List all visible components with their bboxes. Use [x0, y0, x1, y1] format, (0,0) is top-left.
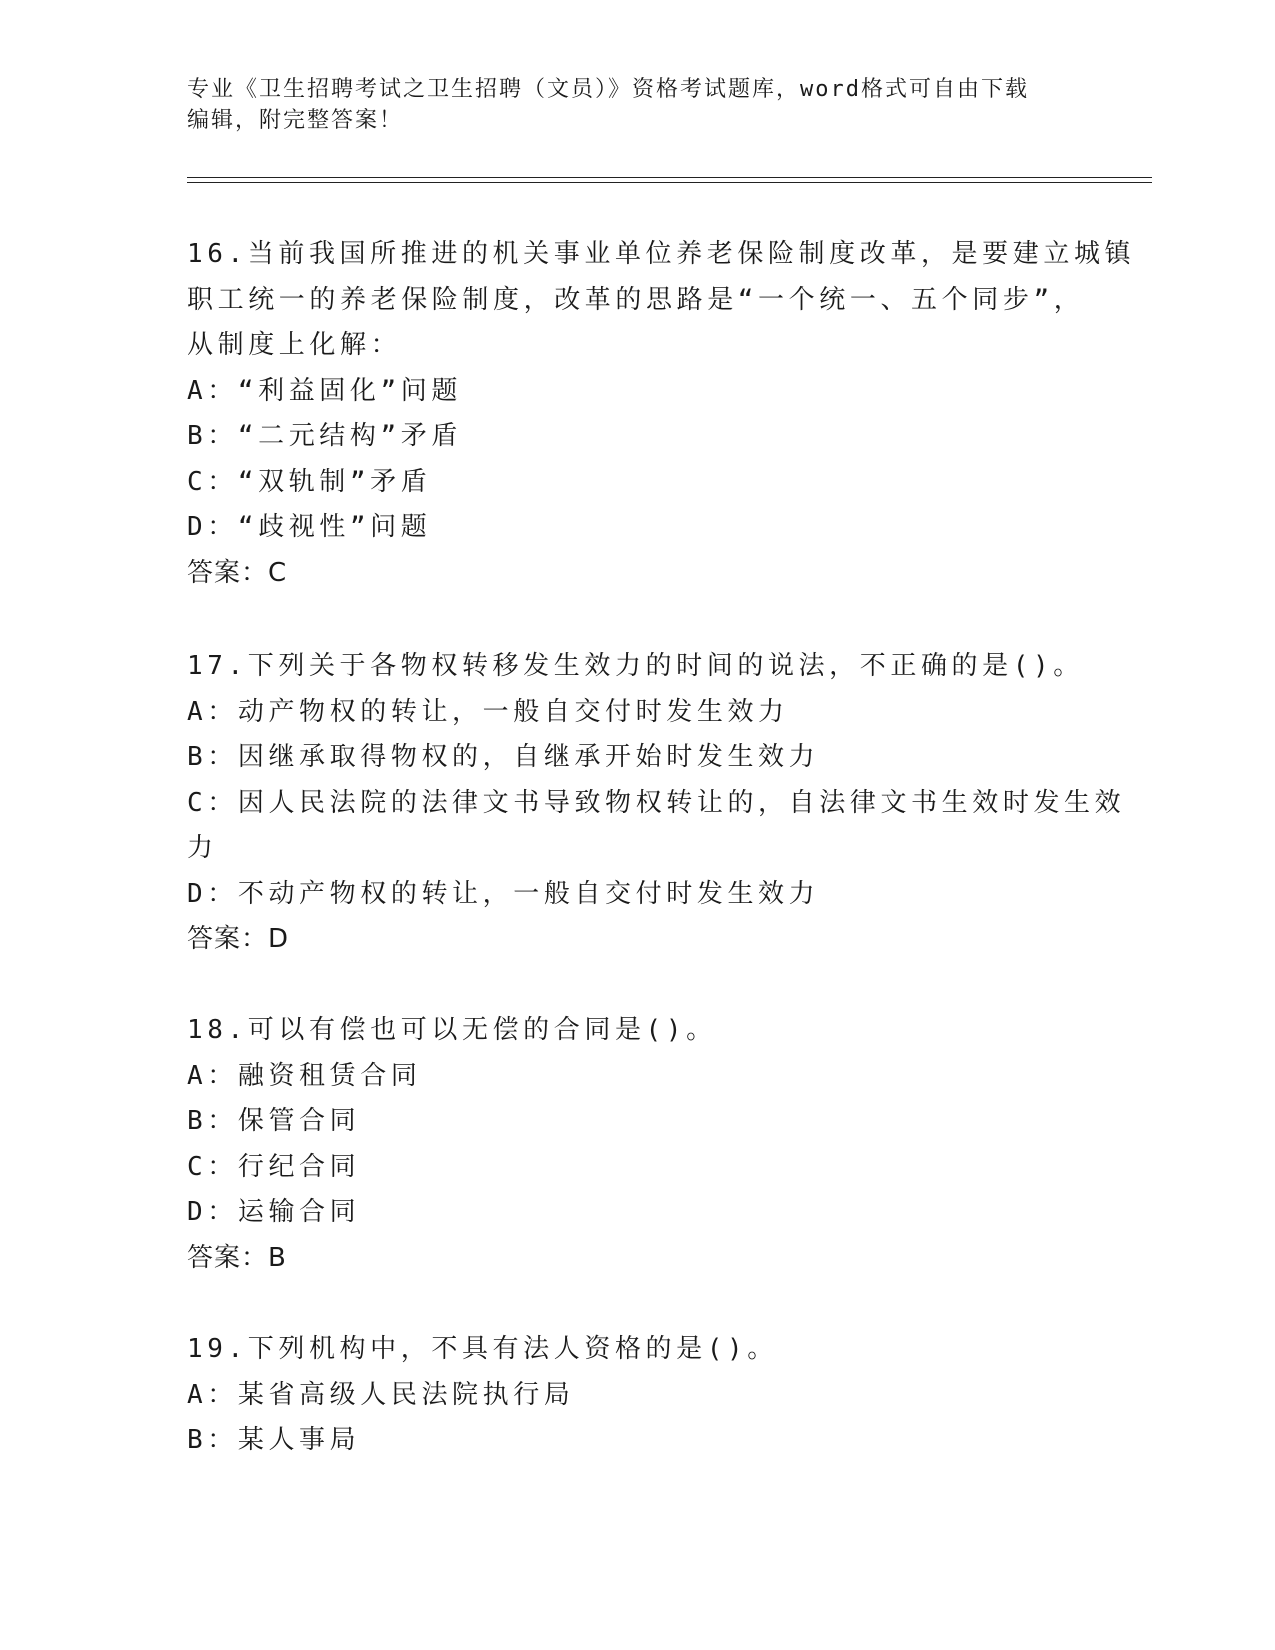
answer-line: 答案：C [187, 557, 288, 588]
option-b: B：保管合同 [187, 1106, 361, 1136]
option-a: A：动产物权的转让，一般自交付时发生效力 [187, 696, 789, 727]
question-stem-line: 16.当前我国所推进的机关事业单位养老保险制度改革，是要建立城镇 [187, 239, 1136, 269]
question-16 [187, 232, 1136, 596]
document-header [187, 74, 1087, 136]
option-b: B：“二元结构”矛盾 [187, 421, 462, 451]
question-stem-line: 18.可以有偿也可以无偿的合同是()。 [187, 1015, 717, 1045]
option-c: C：行纪合同 [187, 1151, 361, 1182]
option-a: A：“利益固化”问题 [187, 375, 462, 406]
answer-line: 答案：D [187, 924, 290, 954]
option-c-continued: 力 [187, 833, 218, 863]
option-d: D：“歧视性”问题 [187, 512, 432, 542]
question-stem-line: 17.下列关于各物权转移发生效力的时间的说法，不正确的是()。 [187, 651, 1084, 681]
header-line-1: 专业《卫生招聘考试之卫生招聘（文员）》资格考试题库，word格式可自由下载 [187, 77, 1029, 102]
option-b: B：因继承取得物权的，自继承开始时发生效力 [187, 742, 820, 772]
option-c: C：因人民法院的法律文书导致物权转让的，自法律文书生效时发生效 [187, 787, 1126, 818]
header-divider-bottom [187, 182, 1152, 183]
question-18 [187, 1008, 1067, 1281]
question-19 [187, 1327, 1067, 1464]
question-stem-line: 职工统一的养老保险制度，改革的思路是“一个统一、五个同步”， [187, 284, 1085, 315]
option-d: D：不动产物权的转让，一般自交付时发生效力 [187, 878, 820, 909]
header-divider-top [187, 177, 1152, 178]
answer-line: 答案：B [187, 1242, 287, 1273]
option-b: B：某人事局 [187, 1425, 361, 1455]
question-17 [187, 644, 1126, 963]
option-a: A：融资租赁合同 [187, 1060, 422, 1091]
option-c: C：“双轨制”矛盾 [187, 466, 432, 497]
option-a: A：某省高级人民法院执行局 [187, 1379, 575, 1410]
question-stem-line: 19.下列机构中，不具有法人资格的是()。 [187, 1334, 778, 1364]
question-stem-line: 从制度上化解： [187, 330, 402, 360]
header-line-2: 编辑，附完整答案！ [187, 108, 404, 133]
option-d: D：运输合同 [187, 1197, 361, 1227]
